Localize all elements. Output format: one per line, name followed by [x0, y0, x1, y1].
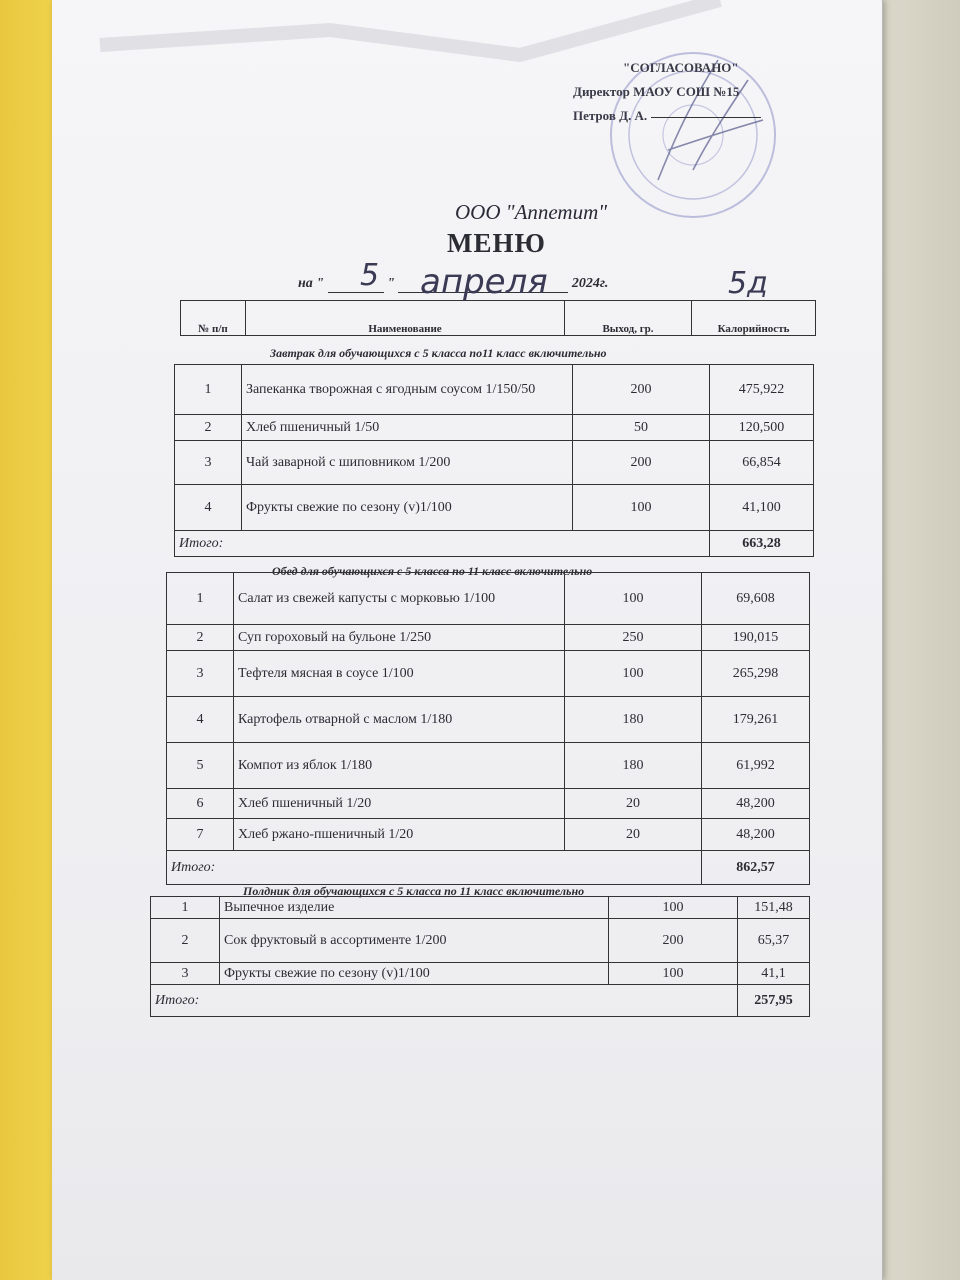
dish-name: Хлеб пшеничный 1/20 — [234, 789, 565, 819]
lunch-row — [167, 743, 810, 789]
dish-calories: 48,200 — [702, 819, 810, 851]
menu-header-table — [180, 300, 816, 336]
dish-yield: 180 — [565, 697, 702, 743]
row-number: 3 — [175, 441, 242, 485]
snack-table — [150, 896, 810, 1017]
dish-name: Хлеб ржано-пшеничный 1/20 — [234, 819, 565, 851]
date-prefix: на — [298, 276, 313, 291]
dish-calories: 120,500 — [710, 415, 814, 441]
row-number: 3 — [151, 963, 220, 985]
dish-yield: 100 — [609, 963, 738, 985]
row-number: 4 — [175, 485, 242, 531]
handwritten-month: апреля — [420, 262, 548, 302]
breakfast-row — [175, 415, 814, 441]
breakfast-table — [174, 364, 814, 557]
row-number: 6 — [167, 789, 234, 819]
dish-name: Хлеб пшеничный 1/50 — [242, 415, 573, 441]
col-yield: Выход, гр. — [565, 301, 692, 336]
dish-name: Запеканка творожная с ягодным соусом 1/150/50 — [242, 365, 573, 415]
dish-calories: 41,100 — [710, 485, 814, 531]
dish-calories: 41,1 — [738, 963, 810, 985]
date-year: 2024г. — [571, 276, 609, 291]
snack-total-value: 257,95 — [738, 985, 810, 1017]
dish-yield: 100 — [609, 897, 738, 919]
approval-block — [573, 56, 761, 128]
lunch-section-title: Обед для обучающихся с 5 класса по 11 класс включительно — [272, 564, 593, 578]
lunch-row — [167, 819, 810, 851]
handwritten-note: 5д — [728, 266, 768, 301]
organization-name: ООО "Аппетит" — [455, 200, 608, 224]
dish-name: Суп гороховый на бульоне 1/250 — [234, 625, 565, 651]
dish-yield: 180 — [565, 743, 702, 789]
dish-calories: 61,992 — [702, 743, 810, 789]
dish-calories: 265,298 — [702, 651, 810, 697]
date-line: на " " 2024г. — [298, 276, 609, 291]
dish-name: Фрукты свежие по сезону (v)1/100 — [220, 963, 609, 985]
dish-name: Фрукты свежие по сезону (v)1/100 — [242, 485, 573, 531]
dish-name: Картофель отварной с маслом 1/180 — [234, 697, 565, 743]
dish-yield: 100 — [565, 651, 702, 697]
row-number: 2 — [175, 415, 242, 441]
col-name: Наименование — [246, 301, 565, 336]
row-number: 2 — [167, 625, 234, 651]
lunch-row — [167, 789, 810, 819]
snack-row — [151, 919, 810, 963]
dish-calories: 190,015 — [702, 625, 810, 651]
col-calories: Калорийность — [692, 301, 816, 336]
dish-yield: 20 — [565, 819, 702, 851]
dish-calories: 69,608 — [702, 573, 810, 625]
lunch-row — [167, 573, 810, 625]
breakfast-row — [175, 441, 814, 485]
row-number: 1 — [175, 365, 242, 415]
dish-name: Сок фруктовый в ассортименте 1/200 — [220, 919, 609, 963]
lunch-row — [167, 625, 810, 651]
breakfast-total-label: Итого: — [175, 531, 710, 557]
lunch-total-value: 862,57 — [702, 851, 810, 885]
dish-name: Тефтеля мясная в соусе 1/100 — [234, 651, 565, 697]
lunch-row — [167, 651, 810, 697]
dish-calories: 151,48 — [738, 897, 810, 919]
breakfast-section-title: Завтрак для обучающихся с 5 класса по11 класс включительно — [270, 346, 607, 360]
dish-name: Компот из яблок 1/180 — [234, 743, 565, 789]
dish-yield: 200 — [573, 365, 710, 415]
snack-section-title: Полдник для обучающихся с 5 класса по 11 класс включительно — [243, 884, 585, 898]
signature-line — [651, 117, 761, 118]
dish-calories: 65,37 — [738, 919, 810, 963]
col-num: № п/п — [181, 301, 246, 336]
row-number: 3 — [167, 651, 234, 697]
dish-yield: 250 — [565, 625, 702, 651]
dish-yield: 200 — [609, 919, 738, 963]
approval-heading: "СОГЛАСОВАНО" — [623, 60, 739, 75]
snack-total-label: Итого: — [151, 985, 738, 1017]
dish-calories: 179,261 — [702, 697, 810, 743]
snack-row — [151, 963, 810, 985]
dish-yield: 50 — [573, 415, 710, 441]
dish-yield: 100 — [573, 485, 710, 531]
row-number: 2 — [151, 919, 220, 963]
dish-name: Салат из свежей капусты с морковью 1/100 — [234, 573, 565, 625]
dish-calories: 48,200 — [702, 789, 810, 819]
dish-calories: 475,922 — [710, 365, 814, 415]
dish-name: Выпечное изделие — [220, 897, 609, 919]
handwritten-day: 5 — [360, 258, 380, 293]
breakfast-row — [175, 365, 814, 415]
lunch-total-label: Итого: — [167, 851, 702, 885]
lunch-table — [166, 572, 810, 885]
row-number: 4 — [167, 697, 234, 743]
row-number: 1 — [167, 573, 234, 625]
dish-yield: 20 — [565, 789, 702, 819]
snack-row — [151, 897, 810, 919]
document-title: МЕНЮ — [447, 228, 546, 258]
dish-yield: 200 — [573, 441, 710, 485]
dish-name: Чай заварной с шиповником 1/200 — [242, 441, 573, 485]
approval-signer: Петров Д. А. — [573, 108, 648, 123]
breakfast-total-value: 663,28 — [710, 531, 814, 557]
row-number: 7 — [167, 819, 234, 851]
breakfast-row — [175, 485, 814, 531]
approval-director: Директор МАОУ СОШ №15 — [573, 84, 740, 99]
row-number: 1 — [151, 897, 220, 919]
lunch-row — [167, 697, 810, 743]
row-number: 5 — [167, 743, 234, 789]
dish-yield: 100 — [565, 573, 702, 625]
dish-calories: 66,854 — [710, 441, 814, 485]
